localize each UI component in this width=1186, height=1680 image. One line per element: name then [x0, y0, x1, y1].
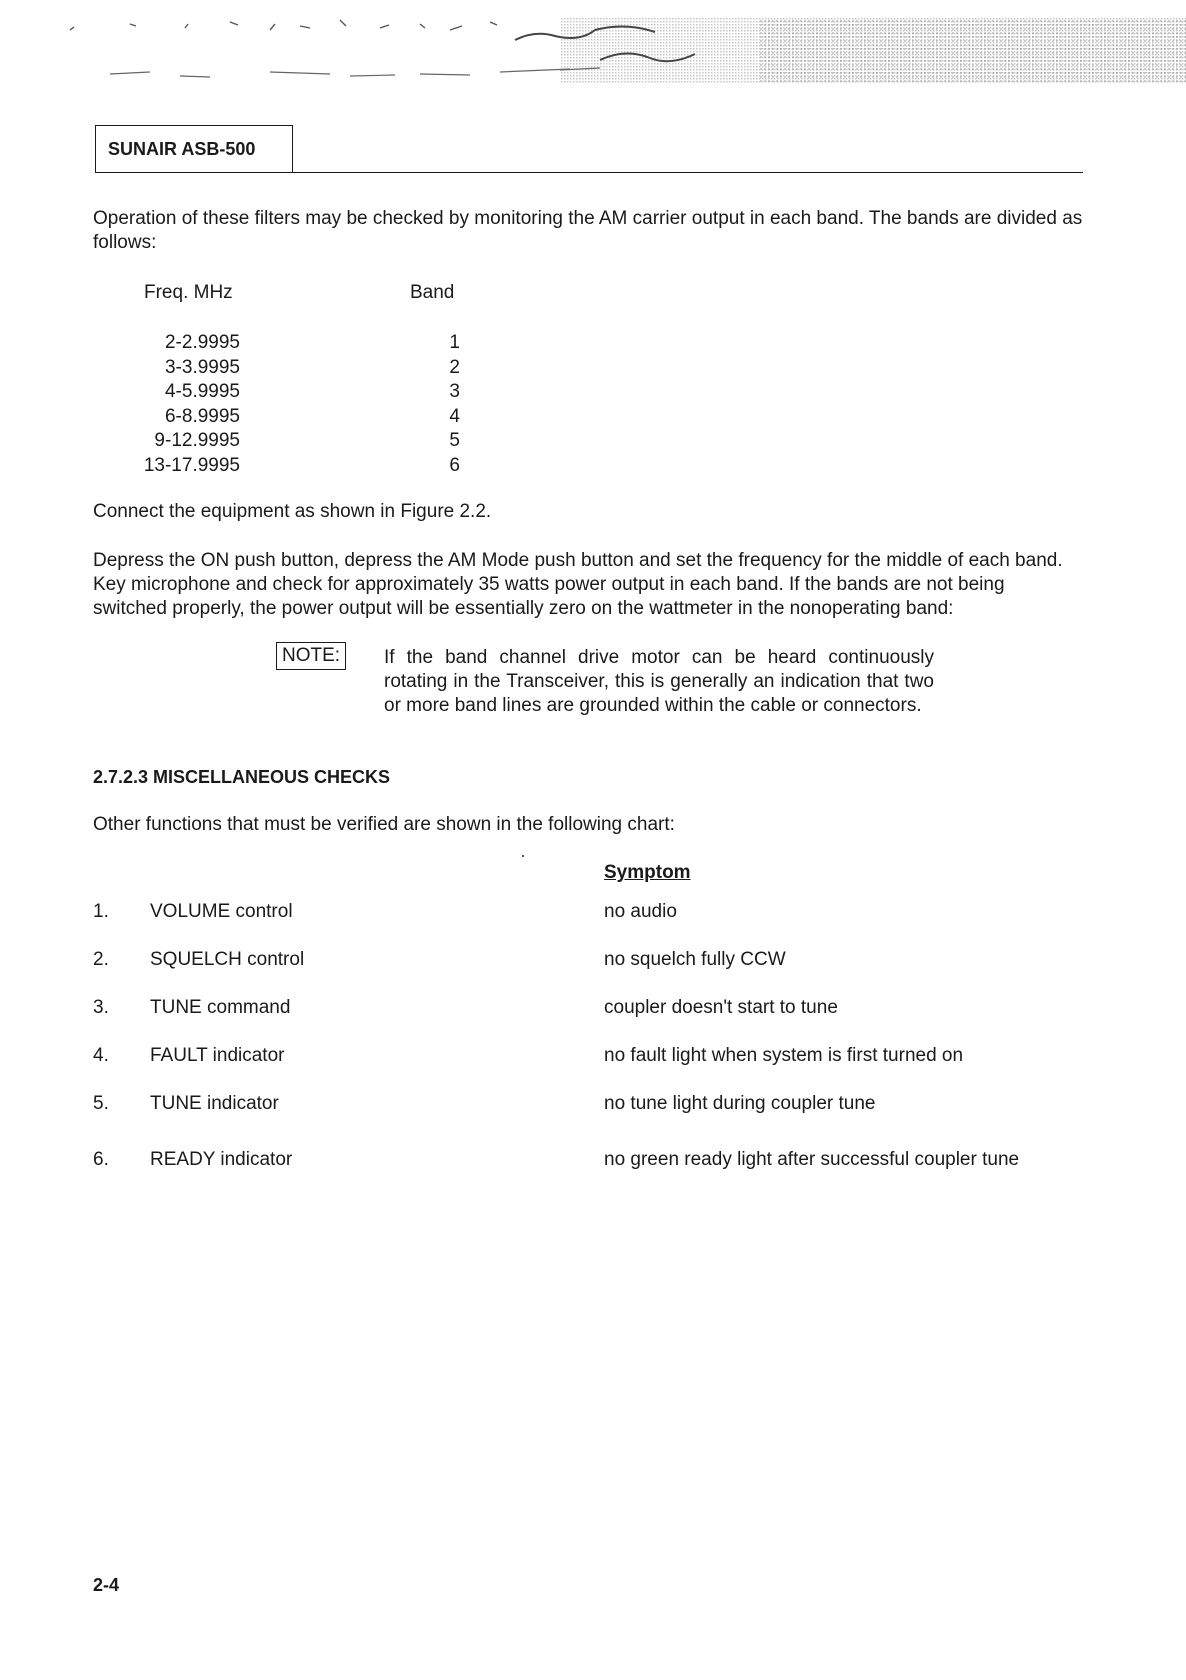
band-cell: 3	[449, 381, 460, 402]
band-cell: 1	[449, 332, 460, 353]
freq-cell: 3-3.9995	[164, 356, 240, 378]
band-cell: 6	[449, 454, 460, 476]
freq-column-header: Freq. MHz	[144, 282, 233, 303]
band-column-header: Band	[410, 282, 455, 303]
check-number: 5.	[93, 1093, 109, 1114]
freq-cell: 6-8.9995	[164, 405, 240, 427]
section-heading: 2.7.2.3 MISCELLANEOUS CHECKS	[93, 767, 391, 787]
freq-cell: 4-5.9995	[164, 381, 240, 402]
check-number: 3.	[93, 997, 109, 1018]
check-item: TUNE command	[150, 997, 291, 1018]
header-rule	[95, 172, 1083, 173]
band-cell: 5	[449, 430, 460, 451]
symptom-column-header: Symptom	[604, 862, 691, 883]
freq-cell: 9-12.9995	[154, 430, 240, 451]
band-cell: 4	[449, 405, 460, 427]
connect-paragraph: Connect the equipment as shown in Figure 2.2.	[93, 501, 492, 522]
intro-paragraph: Operation of these filters may be checked by monitoring the AM carrier output in each band. The bands are divided as follows:	[93, 208, 1083, 253]
document-header-title: SUNAIR ASB-500	[95, 125, 293, 173]
check-symptom: no green ready light after successful coupler tune	[604, 1149, 1020, 1170]
check-item: SQUELCH control	[150, 949, 305, 970]
band-column	[430, 331, 460, 478]
check-row	[0, 1092, 1186, 1118]
check-row	[0, 948, 1186, 974]
check-item: READY indicator	[150, 1149, 293, 1170]
check-symptom: no fault light when system is first turned on	[604, 1045, 964, 1066]
note-text: If the band channel drive motor can be heard continuously rotating in the Transceiver, this is generally an indication that two or more band lines are grounded within the cable or connectors.	[384, 647, 934, 716]
section-intro: Other functions that must be verified are shown in the following chart:	[93, 814, 675, 835]
freq-cell: 2-2.9995	[164, 332, 240, 353]
check-row	[0, 1044, 1186, 1070]
check-symptom: no tune light during coupler tune	[604, 1093, 876, 1114]
check-item: VOLUME control	[150, 901, 293, 922]
freq-cell: 13-17.9995	[143, 454, 240, 476]
check-symptom: no squelch fully CCW	[604, 949, 786, 970]
check-row	[0, 1148, 1186, 1174]
check-symptom: no audio	[604, 901, 677, 922]
check-number: 1.	[93, 901, 109, 922]
scan-speck	[522, 855, 524, 857]
check-item: FAULT indicator	[150, 1045, 285, 1066]
band-cell: 2	[449, 356, 460, 378]
check-symptom: coupler doesn't start to tune	[604, 997, 838, 1018]
scan-noise-strip	[0, 0, 1186, 90]
check-row	[0, 900, 1186, 926]
check-number: 6.	[93, 1149, 109, 1170]
depress-paragraph: Depress the ON push button, depress the AM Mode push button and set the frequency for the middle of each band. Key microphone and check for approximately 35 watts power output in each band. If the bands are not being switched properly, the power output will be essentially zero on the wattmeter in the nonoperating band:	[93, 550, 1063, 619]
check-number: 4.	[93, 1045, 109, 1066]
freq-column	[110, 331, 240, 478]
check-row	[0, 996, 1186, 1022]
check-number: 2.	[93, 949, 109, 970]
page-number: 2-4	[93, 1575, 120, 1595]
check-item: TUNE indicator	[150, 1093, 279, 1114]
note-label-box: NOTE:	[276, 642, 346, 670]
